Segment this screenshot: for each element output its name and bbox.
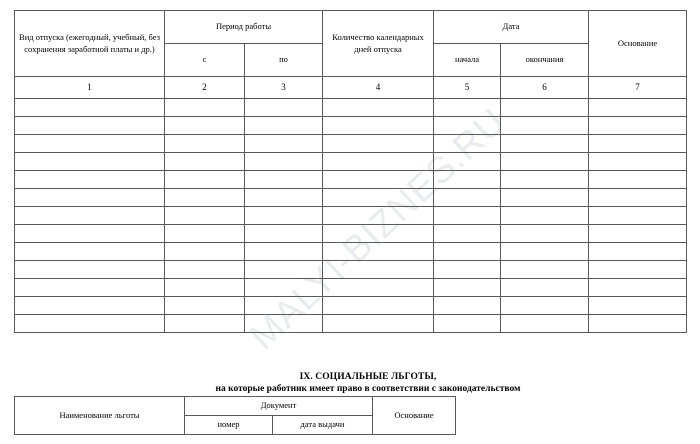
column-number-row <box>15 77 687 99</box>
table-cell-col-1[interactable] <box>15 297 165 315</box>
table-cell-col-2[interactable] <box>165 315 245 333</box>
table-cell-col-5[interactable] <box>434 225 501 243</box>
table-cell-col-3[interactable] <box>245 315 323 333</box>
table-cell-col-5[interactable] <box>434 279 501 297</box>
table-cell-col-7[interactable] <box>589 315 687 333</box>
header-date: Дата <box>434 11 589 44</box>
header-calendar-days: Количество календарных дней отпуска <box>323 11 434 77</box>
table-cell-col-1[interactable] <box>15 315 165 333</box>
table-cell-col-2[interactable] <box>165 297 245 315</box>
vacation-table-body <box>15 99 687 333</box>
table-cell-col-1[interactable] <box>15 135 165 153</box>
table-cell-col-1[interactable] <box>15 225 165 243</box>
benefits-header-basis: Основание <box>373 397 456 435</box>
table-cell-col-6[interactable] <box>501 243 589 261</box>
table-cell-col-1[interactable] <box>15 117 165 135</box>
benefits-heading-line1: IX. СОЦИАЛЬНЫЕ ЛЬГОТЫ, <box>299 372 437 382</box>
table-cell-col-5[interactable] <box>434 99 501 117</box>
table-cell-col-4[interactable] <box>323 189 434 207</box>
table-cell-col-7[interactable] <box>589 153 687 171</box>
table-cell-col-1[interactable] <box>15 99 165 117</box>
table-cell-col-6[interactable] <box>501 279 589 297</box>
table-cell-col-4[interactable] <box>323 153 434 171</box>
column-number-5: 5 <box>434 77 501 99</box>
table-row[interactable] <box>15 243 687 261</box>
table-row[interactable] <box>15 117 687 135</box>
table-cell-col-1[interactable] <box>15 207 165 225</box>
table-cell-col-3[interactable] <box>245 153 323 171</box>
table-cell-col-6[interactable] <box>501 315 589 333</box>
table-cell-col-2[interactable] <box>165 135 245 153</box>
table-row[interactable] <box>15 171 687 189</box>
table-cell-col-4[interactable] <box>323 171 434 189</box>
table-cell-col-4[interactable] <box>323 297 434 315</box>
table-cell-col-3[interactable] <box>245 279 323 297</box>
column-number-6: 6 <box>501 77 589 99</box>
table-cell-col-2[interactable] <box>165 171 245 189</box>
table-cell-col-6[interactable] <box>501 117 589 135</box>
table-cell-col-5[interactable] <box>434 315 501 333</box>
table-row[interactable] <box>15 207 687 225</box>
table-row[interactable] <box>15 297 687 315</box>
table-cell-col-2[interactable] <box>165 117 245 135</box>
table-cell-col-5[interactable] <box>434 153 501 171</box>
benefits-header-document-number: номер <box>185 416 273 435</box>
benefits-header-document: Документ <box>185 397 373 416</box>
table-cell-col-4[interactable] <box>323 243 434 261</box>
benefits-table <box>14 396 456 435</box>
table-cell-col-2[interactable] <box>165 99 245 117</box>
table-cell-col-4[interactable] <box>323 117 434 135</box>
column-number-7: 7 <box>589 77 687 99</box>
table-cell-col-7[interactable] <box>589 189 687 207</box>
table-cell-col-2[interactable] <box>165 189 245 207</box>
table-cell-col-2[interactable] <box>165 279 245 297</box>
table-cell-col-3[interactable] <box>245 189 323 207</box>
column-number-2: 2 <box>165 77 245 99</box>
table-row[interactable] <box>15 135 687 153</box>
header-date-end: окончания <box>501 44 589 77</box>
table-cell-col-6[interactable] <box>501 153 589 171</box>
benefits-header-row-main <box>15 397 456 416</box>
watermark-text: MALYI-BIZNES.RU <box>241 100 514 358</box>
table-cell-col-6[interactable] <box>501 225 589 243</box>
benefits-header-document-date: дата выдачи <box>273 416 373 435</box>
vacation-table <box>14 10 687 333</box>
table-cell-col-5[interactable] <box>434 207 501 225</box>
table-cell-col-5[interactable] <box>434 297 501 315</box>
header-basis: Основание <box>589 11 687 77</box>
table-cell-col-7[interactable] <box>589 117 687 135</box>
benefits-heading-line2: на которые работник имеет право в соответствии с законодательством <box>215 383 521 394</box>
benefits-header-name: Наименование льготы <box>15 397 185 435</box>
table-row[interactable] <box>15 99 687 117</box>
table-cell-col-7[interactable] <box>589 279 687 297</box>
table-cell-col-1[interactable] <box>15 153 165 171</box>
table-cell-col-6[interactable] <box>501 171 589 189</box>
table-cell-col-4[interactable] <box>323 99 434 117</box>
table-cell-col-2[interactable] <box>165 225 245 243</box>
table-row[interactable] <box>15 153 687 171</box>
header-date-start: начала <box>434 44 501 77</box>
table-cell-col-5[interactable] <box>434 261 501 279</box>
table-cell-col-6[interactable] <box>501 135 589 153</box>
table-cell-col-1[interactable] <box>15 279 165 297</box>
table-cell-col-3[interactable] <box>245 297 323 315</box>
table-cell-col-3[interactable] <box>245 243 323 261</box>
table-cell-col-5[interactable] <box>434 135 501 153</box>
table-cell-col-1[interactable] <box>15 171 165 189</box>
table-cell-col-7[interactable] <box>589 297 687 315</box>
table-cell-col-2[interactable] <box>165 153 245 171</box>
benefits-section-heading <box>0 372 700 396</box>
table-cell-col-5[interactable] <box>434 117 501 135</box>
table-cell-col-6[interactable] <box>501 189 589 207</box>
table-cell-col-3[interactable] <box>245 225 323 243</box>
header-work-period: Период работы <box>165 11 323 44</box>
table-cell-col-1[interactable] <box>15 243 165 261</box>
table-cell-col-3[interactable] <box>245 99 323 117</box>
table-cell-col-4[interactable] <box>323 315 434 333</box>
table-cell-col-3[interactable] <box>245 207 323 225</box>
table-cell-col-5[interactable] <box>434 189 501 207</box>
table-cell-col-3[interactable] <box>245 261 323 279</box>
table-cell-col-6[interactable] <box>501 297 589 315</box>
table-header-row-main <box>15 11 687 44</box>
table-row[interactable] <box>15 261 687 279</box>
table-cell-col-7[interactable] <box>589 243 687 261</box>
table-row[interactable] <box>15 225 687 243</box>
table-cell-col-1[interactable] <box>15 189 165 207</box>
table-cell-col-5[interactable] <box>434 171 501 189</box>
table-cell-col-4[interactable] <box>323 225 434 243</box>
table-row[interactable] <box>15 315 687 333</box>
table-cell-col-6[interactable] <box>501 207 589 225</box>
table-row[interactable] <box>15 189 687 207</box>
table-cell-col-3[interactable] <box>245 117 323 135</box>
table-cell-col-7[interactable] <box>589 207 687 225</box>
table-cell-col-2[interactable] <box>165 207 245 225</box>
table-cell-col-6[interactable] <box>501 261 589 279</box>
header-work-period-to: по <box>245 44 323 77</box>
table-cell-col-2[interactable] <box>165 243 245 261</box>
table-cell-col-3[interactable] <box>245 171 323 189</box>
table-cell-col-5[interactable] <box>434 243 501 261</box>
table-cell-col-7[interactable] <box>589 171 687 189</box>
table-cell-col-6[interactable] <box>501 99 589 117</box>
column-number-3: 3 <box>245 77 323 99</box>
table-cell-col-1[interactable] <box>15 261 165 279</box>
header-work-period-from: с <box>165 44 245 77</box>
table-cell-col-7[interactable] <box>589 135 687 153</box>
table-cell-col-3[interactable] <box>245 135 323 153</box>
table-cell-col-4[interactable] <box>323 261 434 279</box>
table-cell-col-7[interactable] <box>589 261 687 279</box>
table-cell-col-2[interactable] <box>165 261 245 279</box>
column-number-1: 1 <box>15 77 165 99</box>
table-cell-col-7[interactable] <box>589 99 687 117</box>
table-cell-col-7[interactable] <box>589 225 687 243</box>
table-row[interactable] <box>15 279 687 297</box>
table-cell-col-4[interactable] <box>323 279 434 297</box>
header-vacation-type: Вид отпуска (ежегодный, учебный, без сохранения заработной платы и др.) <box>15 11 165 77</box>
table-cell-col-4[interactable] <box>323 135 434 153</box>
column-number-4: 4 <box>323 77 434 99</box>
table-cell-col-4[interactable] <box>323 207 434 225</box>
